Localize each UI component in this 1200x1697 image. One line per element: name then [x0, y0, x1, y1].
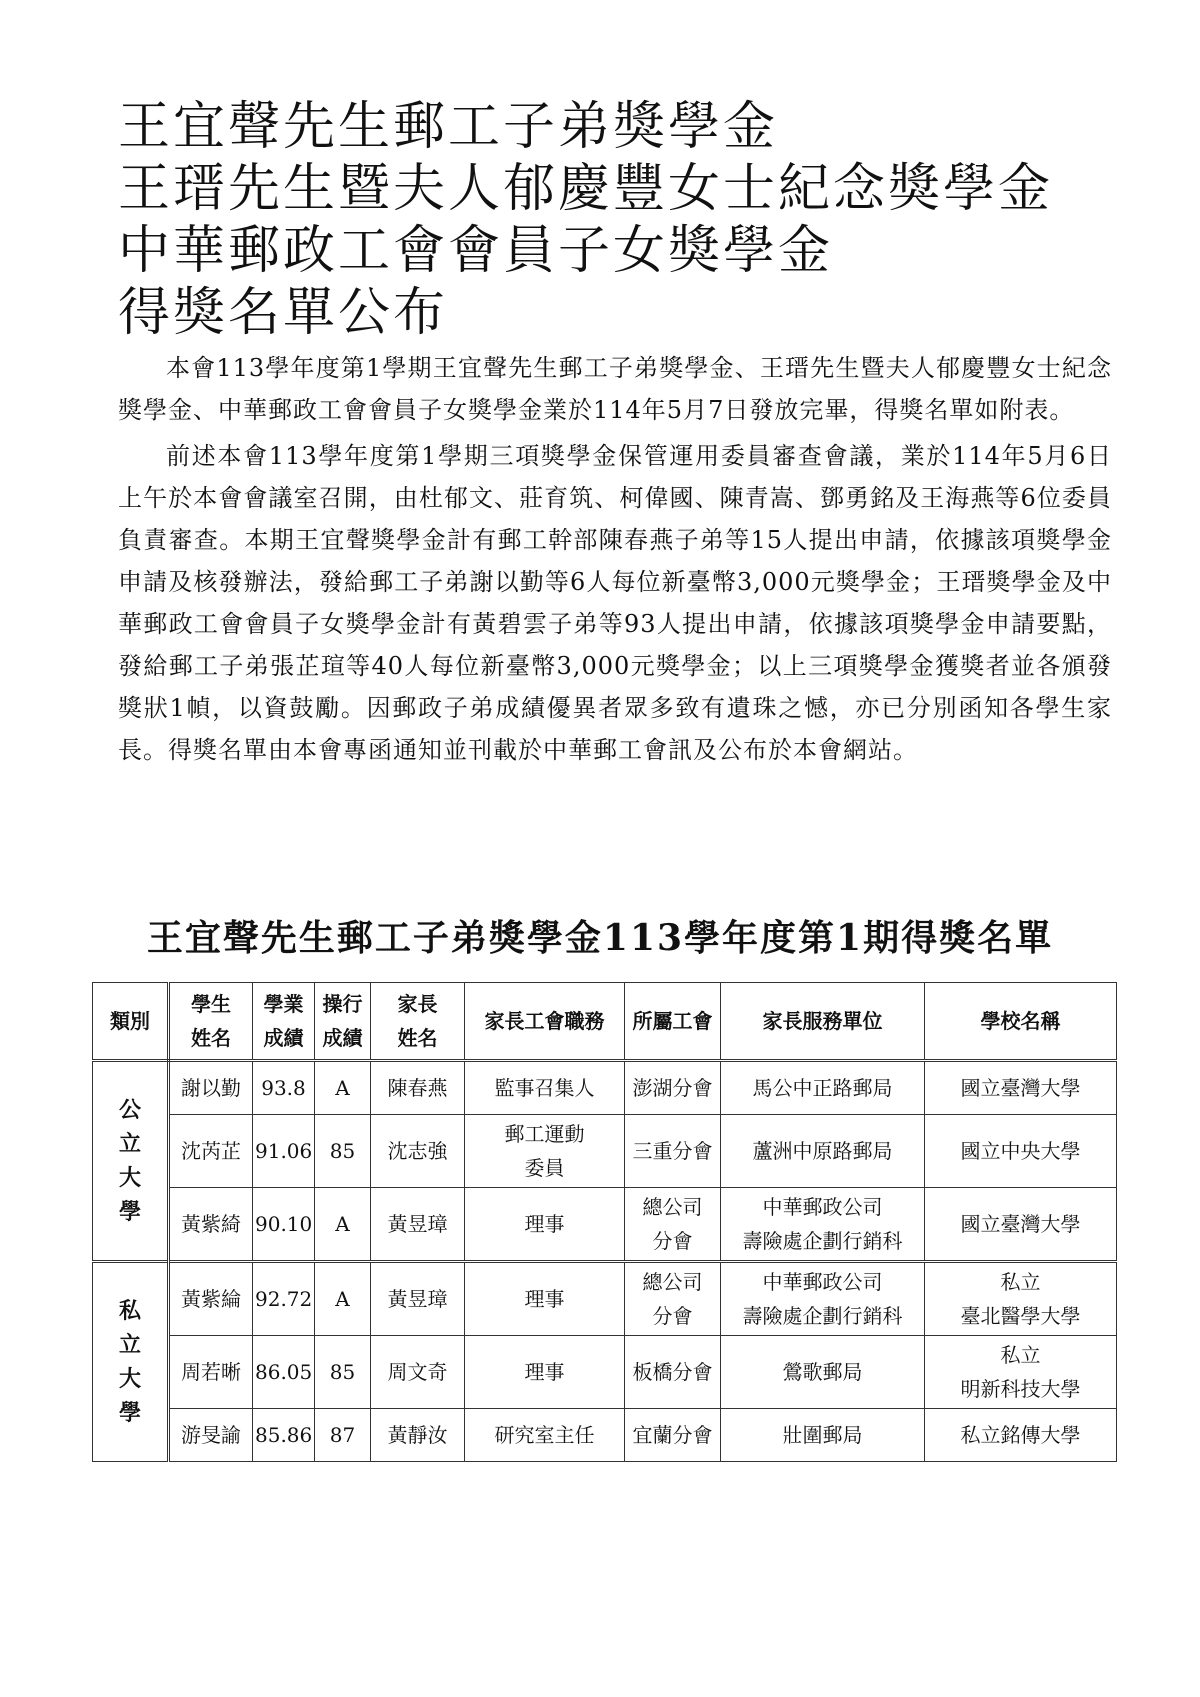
branch: 宜蘭分會: [625, 1409, 721, 1462]
union-role: 研究室主任: [465, 1409, 625, 1462]
academic-score: 93.8: [253, 1061, 315, 1115]
announcement-body: [118, 347, 1112, 775]
header-category: 類別: [93, 983, 169, 1061]
header-union-role: 家長工會職務: [465, 983, 625, 1061]
conduct-score: 85: [315, 1336, 371, 1409]
union-role: 理事: [465, 1188, 625, 1262]
table-header-row: [93, 983, 1117, 1061]
branch: 澎湖分會: [625, 1061, 721, 1115]
school: 私立銘傳大學: [925, 1409, 1117, 1462]
student-name: 謝以勤: [169, 1061, 253, 1115]
student-name: 周若晰: [169, 1336, 253, 1409]
table-title: 王宜聲先生郵工子弟獎學金113學年度第1期得獎名單: [146, 917, 1054, 959]
award-table: [92, 982, 1117, 1462]
workplace: 蘆洲中原路郵局: [721, 1115, 925, 1188]
workplace: 中華郵政公司 壽險處企劃行銷科: [721, 1262, 925, 1336]
title-line: 王宜聲先生郵工子弟獎學金: [118, 97, 779, 157]
academic-score: 91.06: [253, 1115, 315, 1188]
parent-name: 沈志強: [371, 1115, 465, 1188]
title-line: 得獎名單公布: [118, 283, 449, 343]
workplace: 鶯歌郵局: [721, 1336, 925, 1409]
parent-name: 黃靜汝: [371, 1409, 465, 1462]
table-row: [93, 1336, 1117, 1409]
parent-name: 黃昱璋: [371, 1188, 465, 1262]
academic-score: 90.10: [253, 1188, 315, 1262]
table-row: [93, 1409, 1117, 1462]
header-branch: 所屬工會: [625, 983, 721, 1061]
table-row: [93, 1115, 1117, 1188]
school: 私立 明新科技大學: [925, 1336, 1117, 1409]
school: 國立臺灣大學: [925, 1188, 1117, 1262]
paragraph-review: 前述本會113學年度第1學期三項獎學金保管運用委員審查會議，業於114年5月6日上午於本會會議室召開，由杜郁文、莊育筑、柯偉國、陳青嵩、鄧勇銘及王海燕等6位委員負責審查。本期王宜聲獎學金計有郵工幹部陳春燕子弟等15人提出申請，依據該項獎學金申請及核發辦法，發給郵工子弟謝以勤等6人每位新臺幣3,000元獎學金；王瑨獎學金及中華郵政工會會員子女獎學金計有黃碧雲子弟等93人提出申請，依據該項獎學金申請要點，發給郵工子弟張芷瑄等40人每位新臺幣3,000元獎學金；以上三項獎學金獲獎者並各頒發獎狀1幀，以資鼓勵。因郵政子弟成績優異者眾多致有遺珠之憾，亦已分別函知各學生家長。得獎名單由本會專函通知並刊載於中華郵工會訊及公布於本會網站。: [118, 442, 1112, 764]
school: 國立中央大學: [925, 1115, 1117, 1188]
union-role: 郵工運動 委員: [465, 1115, 625, 1188]
parent-name: 周文奇: [371, 1336, 465, 1409]
school: 國立臺灣大學: [925, 1061, 1117, 1115]
student-name: 沈芮芷: [169, 1115, 253, 1188]
student-name: 游旻諭: [169, 1409, 253, 1462]
workplace: 馬公中正路郵局: [721, 1061, 925, 1115]
student-name: 黃紫綺: [169, 1188, 253, 1262]
parent-name: 黃昱璋: [371, 1262, 465, 1336]
conduct-score: A: [315, 1262, 371, 1336]
academic-score: 86.05: [253, 1336, 315, 1409]
branch: 板橋分會: [625, 1336, 721, 1409]
branch: 總公司 分會: [625, 1262, 721, 1336]
branch: 三重分會: [625, 1115, 721, 1188]
school: 私立 臺北醫學大學: [925, 1262, 1117, 1336]
parent-name: 陳春燕: [371, 1061, 465, 1115]
academic-score: 92.72: [253, 1262, 315, 1336]
table-row: [93, 1262, 1117, 1336]
category-public-university: 公 立 大 學: [93, 1061, 169, 1262]
conduct-score: A: [315, 1061, 371, 1115]
branch: 總公司 分會: [625, 1188, 721, 1262]
header-academic-score: 學業 成績: [253, 983, 315, 1061]
conduct-score: 87: [315, 1409, 371, 1462]
announcement-title: [118, 96, 1118, 344]
union-role: 理事: [465, 1336, 625, 1409]
header-student-name: 學生 姓名: [169, 983, 253, 1061]
student-name: 黃紫綸: [169, 1262, 253, 1336]
category-private-university: 私 立 大 學: [93, 1262, 169, 1462]
union-role: 監事召集人: [465, 1061, 625, 1115]
header-school: 學校名稱: [925, 983, 1117, 1061]
union-role: 理事: [465, 1262, 625, 1336]
title-line: 王瑨先生暨夫人郁慶豐女士紀念獎學金: [118, 159, 1054, 219]
academic-score: 85.86: [253, 1409, 315, 1462]
table-row: [93, 1188, 1117, 1262]
workplace: 壯圍郵局: [721, 1409, 925, 1462]
header-workplace: 家長服務單位: [721, 983, 925, 1061]
table-row: [93, 1061, 1117, 1115]
conduct-score: 85: [315, 1115, 371, 1188]
paragraph-release: 本會113學年度第1學期王宜聲先生郵工子弟獎學金、王瑨先生暨夫人郁慶豐女士紀念獎學金、中華郵政工會會員子女獎學金業於114年5月7日發放完畢，得獎名單如附表。: [118, 354, 1112, 424]
header-conduct-score: 操行 成績: [315, 983, 371, 1061]
workplace: 中華郵政公司 壽險處企劃行銷科: [721, 1188, 925, 1262]
header-parent-name: 家長 姓名: [371, 983, 465, 1061]
conduct-score: A: [315, 1188, 371, 1262]
title-line: 中華郵政工會會員子女獎學金: [118, 221, 834, 281]
